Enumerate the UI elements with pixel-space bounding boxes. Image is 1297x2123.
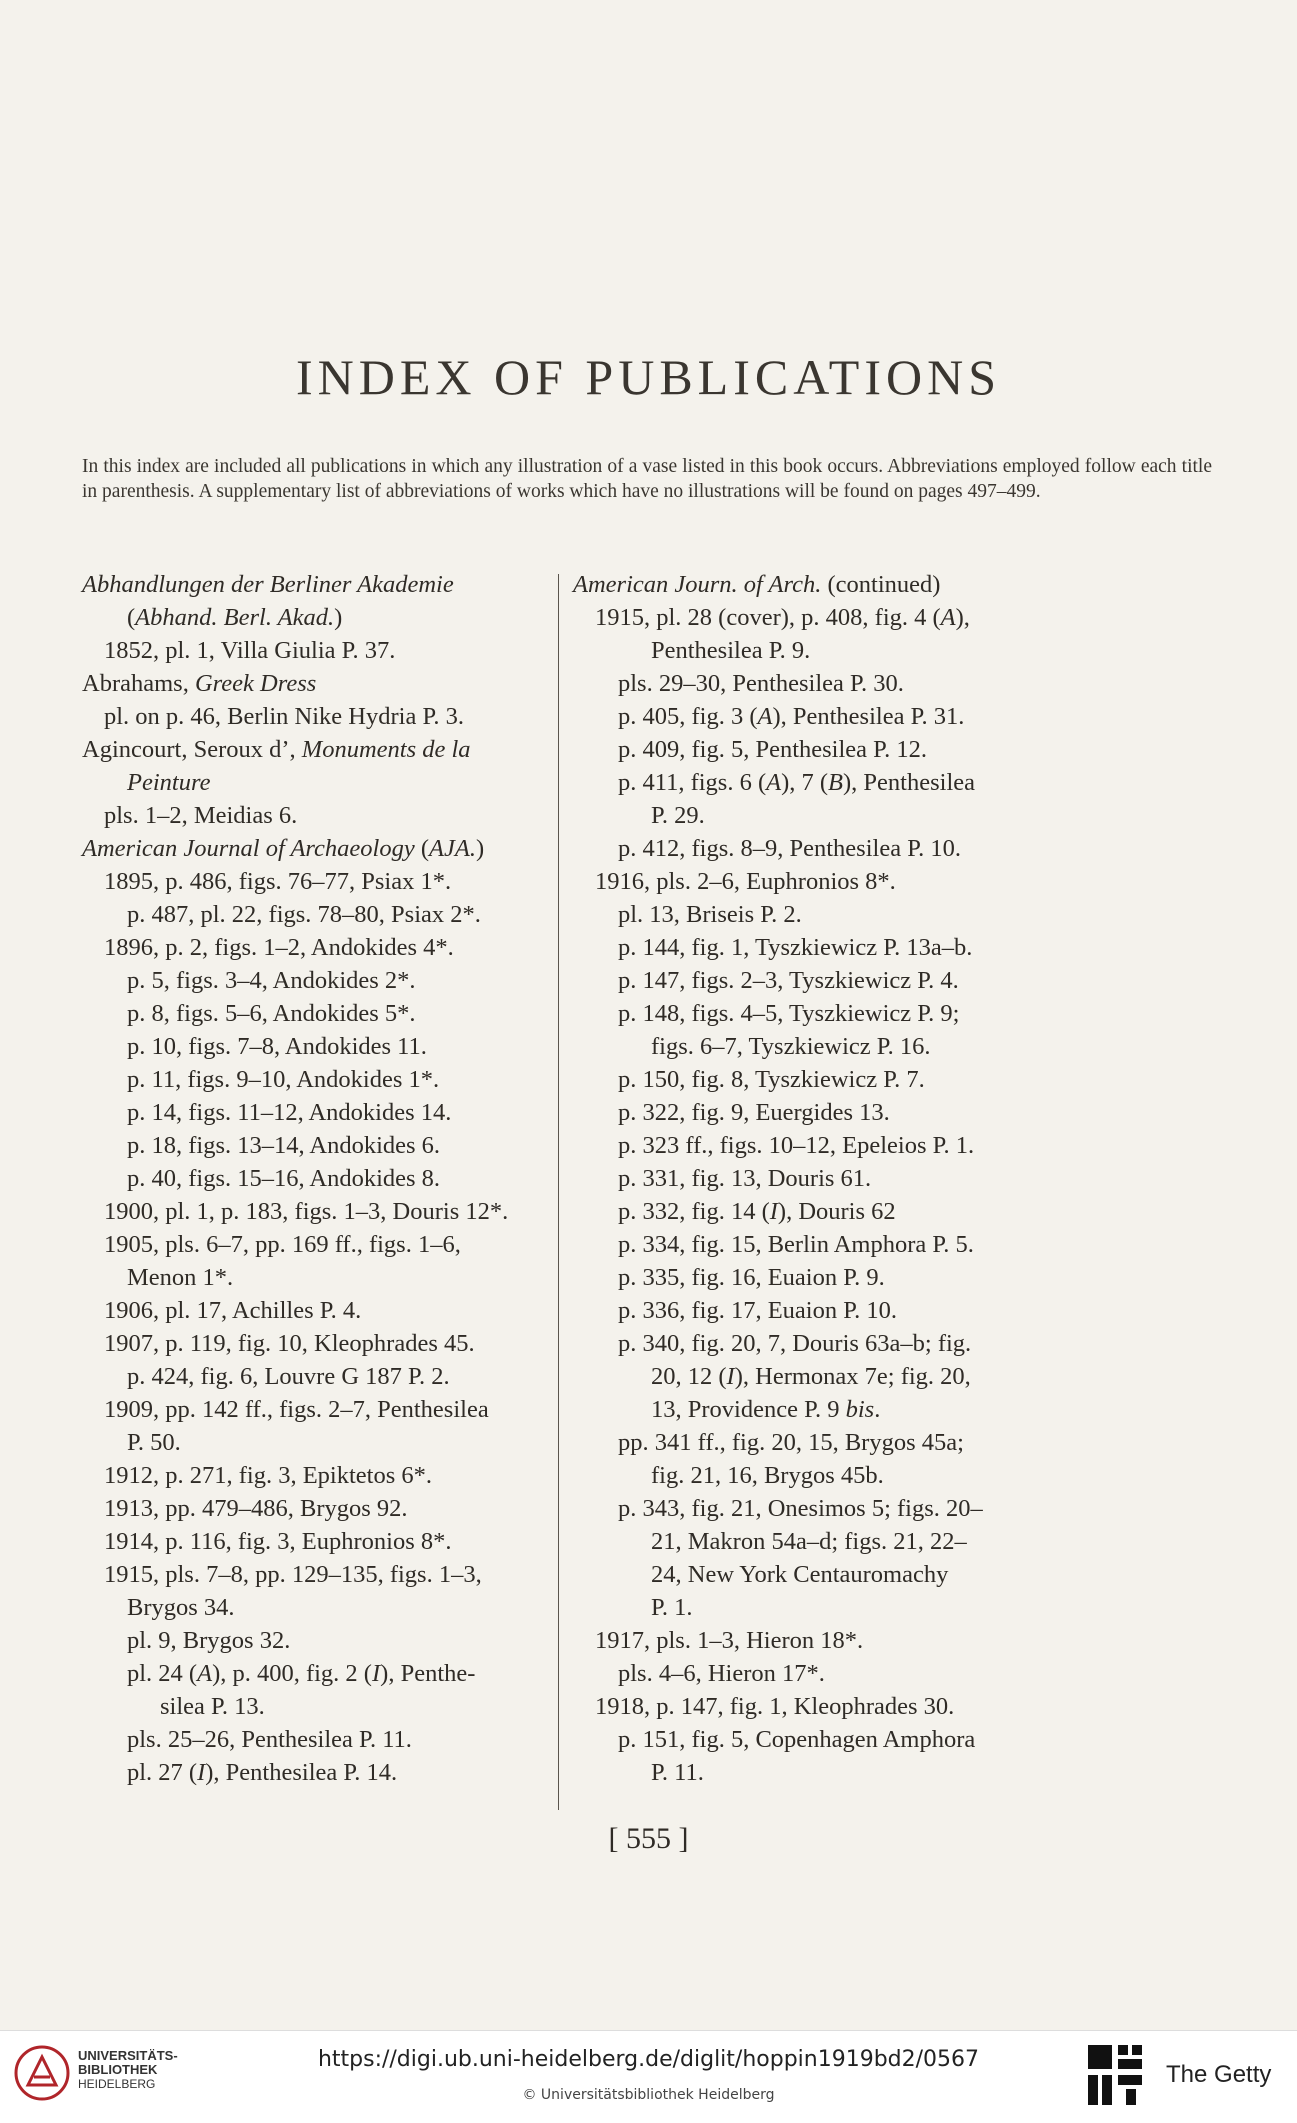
index-entry: p. 340, fig. 20, 7, Douris 63a–b; fig. [618,1330,972,1357]
index-entry: p. 487, pl. 22, figs. 78–80, Psiax 2*. [127,901,481,928]
index-entry: p. 5, figs. 3–4, Andokides 2*. [127,967,416,994]
index-entry: figs. 6–7, Tyszkiewicz P. 16. [651,1033,931,1060]
index-entry: American Journal of Archaeology (AJA.) [82,835,485,862]
index-entry: p. 148, figs. 4–5, Tyszkiewicz P. 9; [618,1000,960,1027]
source-url-link[interactable]: https://digi.ub.uni-heidelberg.de/diglit/hoppin1919bd2/0567 [317,2047,980,2072]
index-entry: 1909, pp. 142 ff., figs. 2–7, Penthesilea [104,1396,489,1423]
index-entry: p. 150, fig. 8, Tyszkiewicz P. 7. [618,1066,925,1093]
index-entry: 1905, pls. 6–7, pp. 169 ff., figs. 1–6, [104,1231,461,1258]
footer [0,2030,1297,2123]
index-entry: 1852, pl. 1, Villa Giulia P. 37. [104,637,396,664]
index-entry: pl. 24 (A), p. 400, fig. 2 (I), Penthe- [127,1660,476,1687]
index-column-left [82,568,567,1789]
index-entry: Abhandlungen der Berliner Akademie [82,571,454,598]
index-entry: pl. 13, Briseis P. 2. [618,901,802,928]
index-entry: p. 18, figs. 13–14, Andokides 6. [127,1132,441,1159]
index-entry: p. 323 ff., figs. 10–12, Epeleios P. 1. [618,1132,975,1159]
index-entry: p. 151, fig. 5, Copenhagen Amphora [618,1726,976,1753]
index-entry: 20, 12 (I), Hermonax 7e; fig. 20, [651,1363,971,1390]
index-entry: 1896, p. 2, figs. 1–2, Andokides 4*. [104,934,454,961]
copyright-text: © Universitätsbibliothek Heidelberg [522,2087,775,2103]
index-entry: P. 11. [651,1759,704,1786]
index-entry: p. 335, fig. 16, Euaion P. 9. [618,1264,885,1291]
column-divider [558,574,559,1810]
getty-label: The Getty [1166,2061,1272,2088]
index-entry: p. 10, figs. 7–8, Andokides 11. [127,1033,427,1060]
index-entry: P. 1. [651,1594,693,1621]
index-entry: fig. 21, 16, Brygos 45b. [651,1462,884,1489]
index-entry: p. 147, figs. 2–3, Tyszkiewicz P. 4. [618,967,959,994]
index-entry: (Abhand. Berl. Akad.) [127,604,343,631]
index-entry: P. 50. [127,1429,181,1456]
index-entry: silea P. 13. [160,1693,265,1720]
index-entry: Brygos 34. [127,1594,235,1621]
index-entry: 1917, pls. 1–3, Hieron 18*. [595,1627,864,1654]
index-entry: 1915, pls. 7–8, pp. 129–135, figs. 1–3, [104,1561,482,1588]
index-entry: p. 144, fig. 1, Tyszkiewicz P. 13a–b. [618,934,973,961]
index-entry: Agincourt, Seroux d’, Monuments de la [82,736,471,763]
index-entry: p. 11, figs. 9–10, Andokides 1*. [127,1066,440,1093]
index-entry: pls. 1–2, Meidias 6. [104,802,298,829]
index-entry: 21, Makron 54a–d; figs. 21, 22– [651,1528,967,1555]
index-entry: Menon 1*. [127,1264,234,1291]
index-entry: p. 14, figs. 11–12, Andokides 14. [127,1099,452,1126]
index-entry: Abrahams, Greek Dress [82,670,317,697]
index-entry: pls. 25–26, Penthesilea P. 11. [127,1726,412,1753]
index-entry: p. 336, fig. 17, Euaion P. 10. [618,1297,898,1324]
index-entry: 13, Providence P. 9 bis. [651,1396,881,1423]
index-entry: 1900, pl. 1, p. 183, figs. 1–3, Douris 12*. [104,1198,509,1225]
index-entry: p. 405, fig. 3 (A), Penthesilea P. 31. [618,703,965,730]
index-entry: pls. 4–6, Hieron 17*. [618,1660,825,1687]
index-entry: p. 334, fig. 15, Berlin Amphora P. 5. [618,1231,974,1258]
index-entry: 1907, p. 119, fig. 10, Kleophrades 45. [104,1330,475,1357]
index-entry: 24, New York Centauromachy [651,1561,949,1588]
index-entry: 1895, p. 486, figs. 76–77, Psiax 1*. [104,868,452,895]
index-entry: Peinture [127,769,211,796]
index-entry: p. 412, figs. 8–9, Penthesilea P. 10. [618,835,961,862]
page-title: INDEX OF PUBLICATIONS [295,349,1002,405]
index-entry: p. 331, fig. 13, Douris 61. [618,1165,872,1192]
library-name: UNIVERSITÄTS- BIBLIOTHEK HEIDELBERG [78,2048,178,2091]
index-entry: p. 424, fig. 6, Louvre G 187 P. 2. [127,1363,450,1390]
index-entry: p. 343, fig. 21, Onesimos 5; figs. 20– [618,1495,983,1522]
index-entry: 1906, pl. 17, Achilles P. 4. [104,1297,362,1324]
index-entry: pl. on p. 46, Berlin Nike Hydria P. 3. [104,703,464,730]
intro-paragraph: In this index are included all publications in which any illustration of a vase listed in this book occurs. Abbreviations employed follow each title in parenthesis. A supplementary list of abbreviations of works which have no illustrations will be found on pages 497–499. [82,456,1212,502]
index-entry: Penthesilea P. 9. [651,637,811,664]
index-entry: p. 411, figs. 6 (A), 7 (B), Penthesilea [618,769,976,796]
index-entry: p. 409, fig. 5, Penthesilea P. 12. [618,736,927,763]
index-entry: pls. 29–30, Penthesilea P. 30. [618,670,904,697]
page-number: [ 555 ] [608,1822,689,1855]
index-entry: p. 40, figs. 15–16, Andokides 8. [127,1165,441,1192]
index-entry: 1915, pl. 28 (cover), p. 408, fig. 4 (A), [595,604,970,631]
index-entry: p. 332, fig. 14 (I), Douris 62 [618,1198,896,1225]
index-entry: pl. 27 (I), Penthesilea P. 14. [127,1759,398,1786]
index-entry: American Journ. of Arch. (continued) [573,571,941,598]
index-entry: pl. 9, Brygos 32. [127,1627,291,1654]
index-entry: 1918, p. 147, fig. 1, Kleophrades 30. [595,1693,955,1720]
index-entry: 1914, p. 116, fig. 3, Euphronios 8*. [104,1528,452,1555]
index-entry: p. 8, figs. 5–6, Andokides 5*. [127,1000,416,1027]
index-entry: 1913, pp. 479–486, Brygos 92. [104,1495,408,1522]
getty-logo-icon [1086,2043,1146,2107]
index-entry: p. 322, fig. 9, Euergides 13. [618,1099,890,1126]
index-entry: P. 29. [651,802,705,829]
index-entry: 1916, pls. 2–6, Euphronios 8*. [595,868,896,895]
index-column-right [573,568,1043,1789]
index-entry: pp. 341 ff., fig. 20, 15, Brygos 45a; [618,1429,964,1456]
index-entry: 1912, p. 271, fig. 3, Epiktetos 6*. [104,1462,433,1489]
